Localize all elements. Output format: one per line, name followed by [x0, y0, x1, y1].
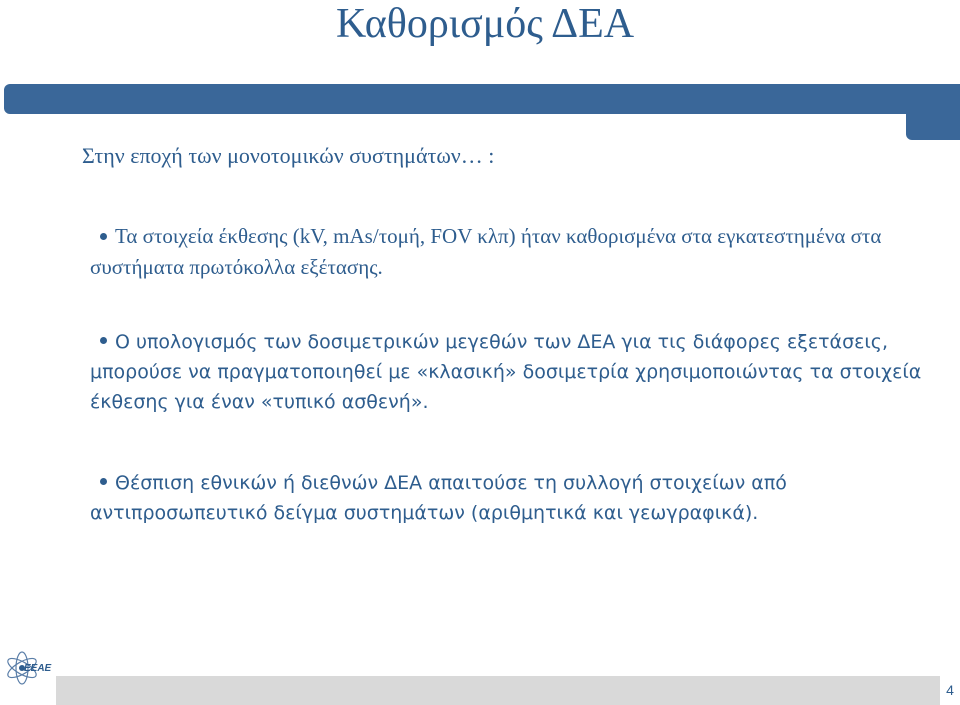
bullet-dot-icon: [100, 337, 107, 344]
bullet-dot-icon: [100, 478, 107, 485]
bullet-dot-icon: [100, 233, 107, 240]
bullet-item: [90, 327, 930, 417]
bullet-text: Ο υπολογισμός των δοσιμετρικών μεγεθών των ΔΕΑ για τις διάφορες εξετάσεις, μπορούσε να πραγματοποιηθεί με «κλασική» δοσιμετρία χρησιμοποιώντας τα στοιχεία έκθεσης για έναν «τυπικό ασθενή».: [90, 331, 922, 413]
svg-text:ΕΕΑΕ: ΕΕΑΕ: [24, 663, 52, 674]
bullet-item: [90, 221, 910, 283]
bullet-item: [90, 468, 930, 528]
footer-bar: [56, 676, 940, 705]
page-number: 4: [940, 676, 960, 705]
slide-title: Καθορισμός ΔΕΑ: [335, 1, 635, 47]
bullet-text: Τα στοιχεία έκθεσης (kV, mAs/τομή, FOV κλπ) ήταν καθορισμένα στα εγκατεστημένα στα συστήματα πρωτόκολλα εξέτασης.: [90, 224, 882, 279]
intro-text: Στην εποχή των μονοτομικών συστημάτων… :: [82, 143, 495, 168]
eeae-logo: [0, 648, 56, 688]
bullet-text: Θέσπιση εθνικών ή διεθνών ΔΕΑ απαιτούσε τη συλλογή στοιχείων από αντιπροσωπευτικό δείγμα συστημάτων (αριθμητικά και γεωγραφικά).: [90, 472, 787, 524]
header-bar-tab: [906, 84, 960, 140]
header-bar: [4, 84, 960, 114]
